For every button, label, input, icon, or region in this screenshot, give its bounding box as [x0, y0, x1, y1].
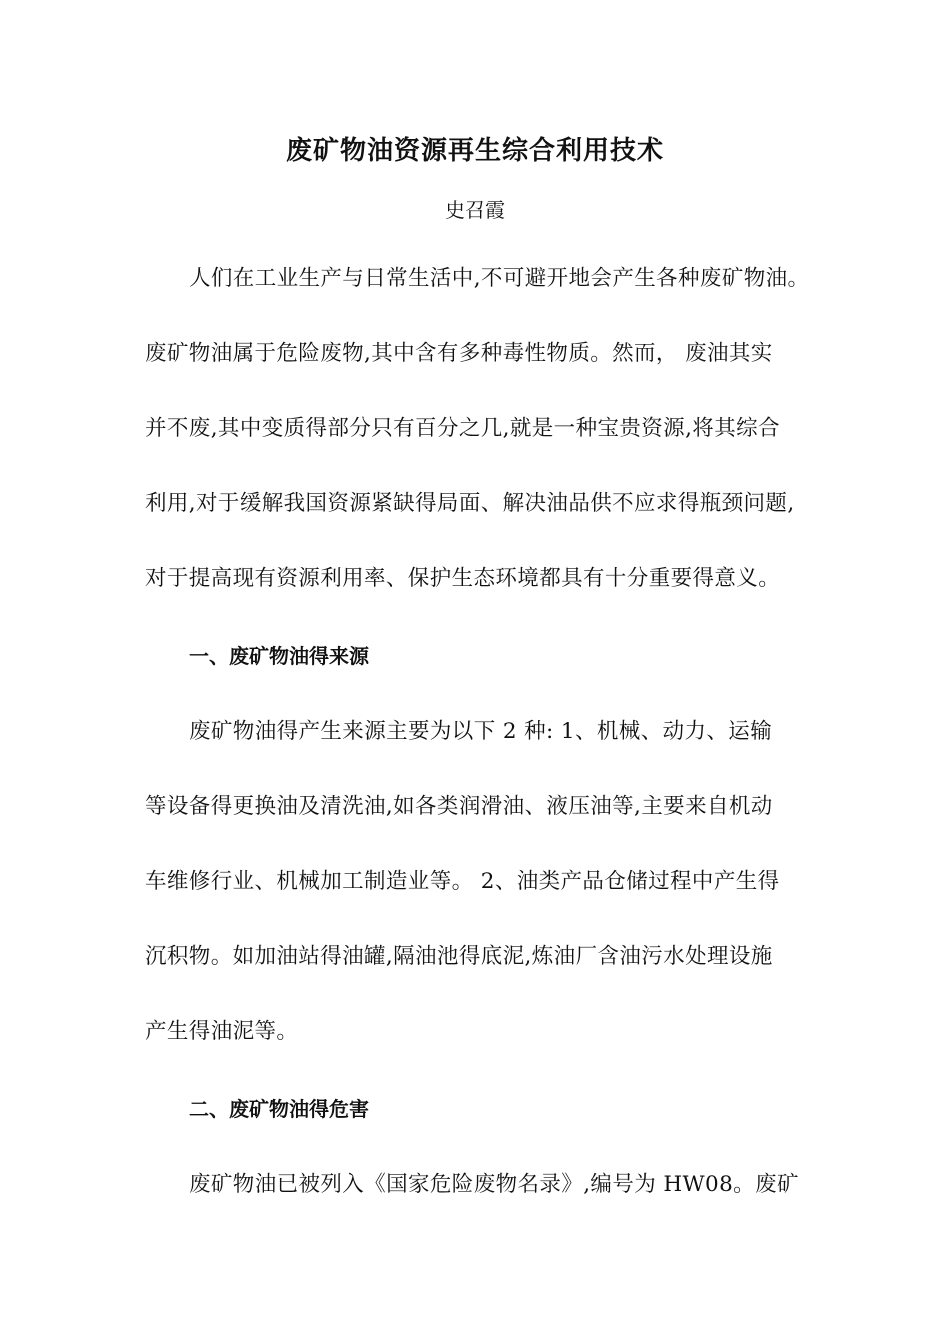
paragraph-line: 人们在工业生产与日常生活中,不可避开地会产生各种废矿物油。	[189, 266, 810, 291]
section-heading: 一、废矿物油得来源	[189, 644, 369, 668]
document-author: 史召霞	[445, 198, 505, 222]
paragraph-line: 等设备得更换油及清洗油,如各类润滑油、液压油等,主要来自机动	[145, 794, 773, 819]
paragraph-line: 废矿物油得产生来源主要为以下 2 种: 1、机械、动力、运输	[189, 719, 773, 744]
section-heading: 二、废矿物油得危害	[189, 1097, 369, 1121]
paragraph-line: 产生得油泥等。	[145, 1019, 299, 1044]
paragraph-line: 沉积物。如加油站得油罐,隔油池得底泥,炼油厂含油污水处理设施	[145, 944, 773, 969]
document-title: 废矿物油资源再生综合利用技术	[285, 136, 664, 166]
paragraph-line: 对于提高现有资源利用率、保护生态环境都具有十分重要得意义。	[145, 566, 781, 591]
paragraph-line: 车维修行业、机械加工制造业等。 2、油类产品仓储过程中产生得	[145, 869, 780, 894]
paragraph-line: 并不废,其中变质得部分只有百分之几,就是一种宝贵资源,将其综合	[145, 416, 780, 441]
paragraph-line: 废矿物油已被列入《国家危险废物名录》,编号为 HW08。废矿	[189, 1172, 799, 1197]
paragraph-line: 利用,对于缓解我国资源紧缺得局面、解决油品供不应求得瓶颈问题,	[145, 491, 795, 516]
paragraph-line: 废矿物油属于危险废物,其中含有多种毒性物质。然而， 废油其实	[145, 341, 773, 366]
